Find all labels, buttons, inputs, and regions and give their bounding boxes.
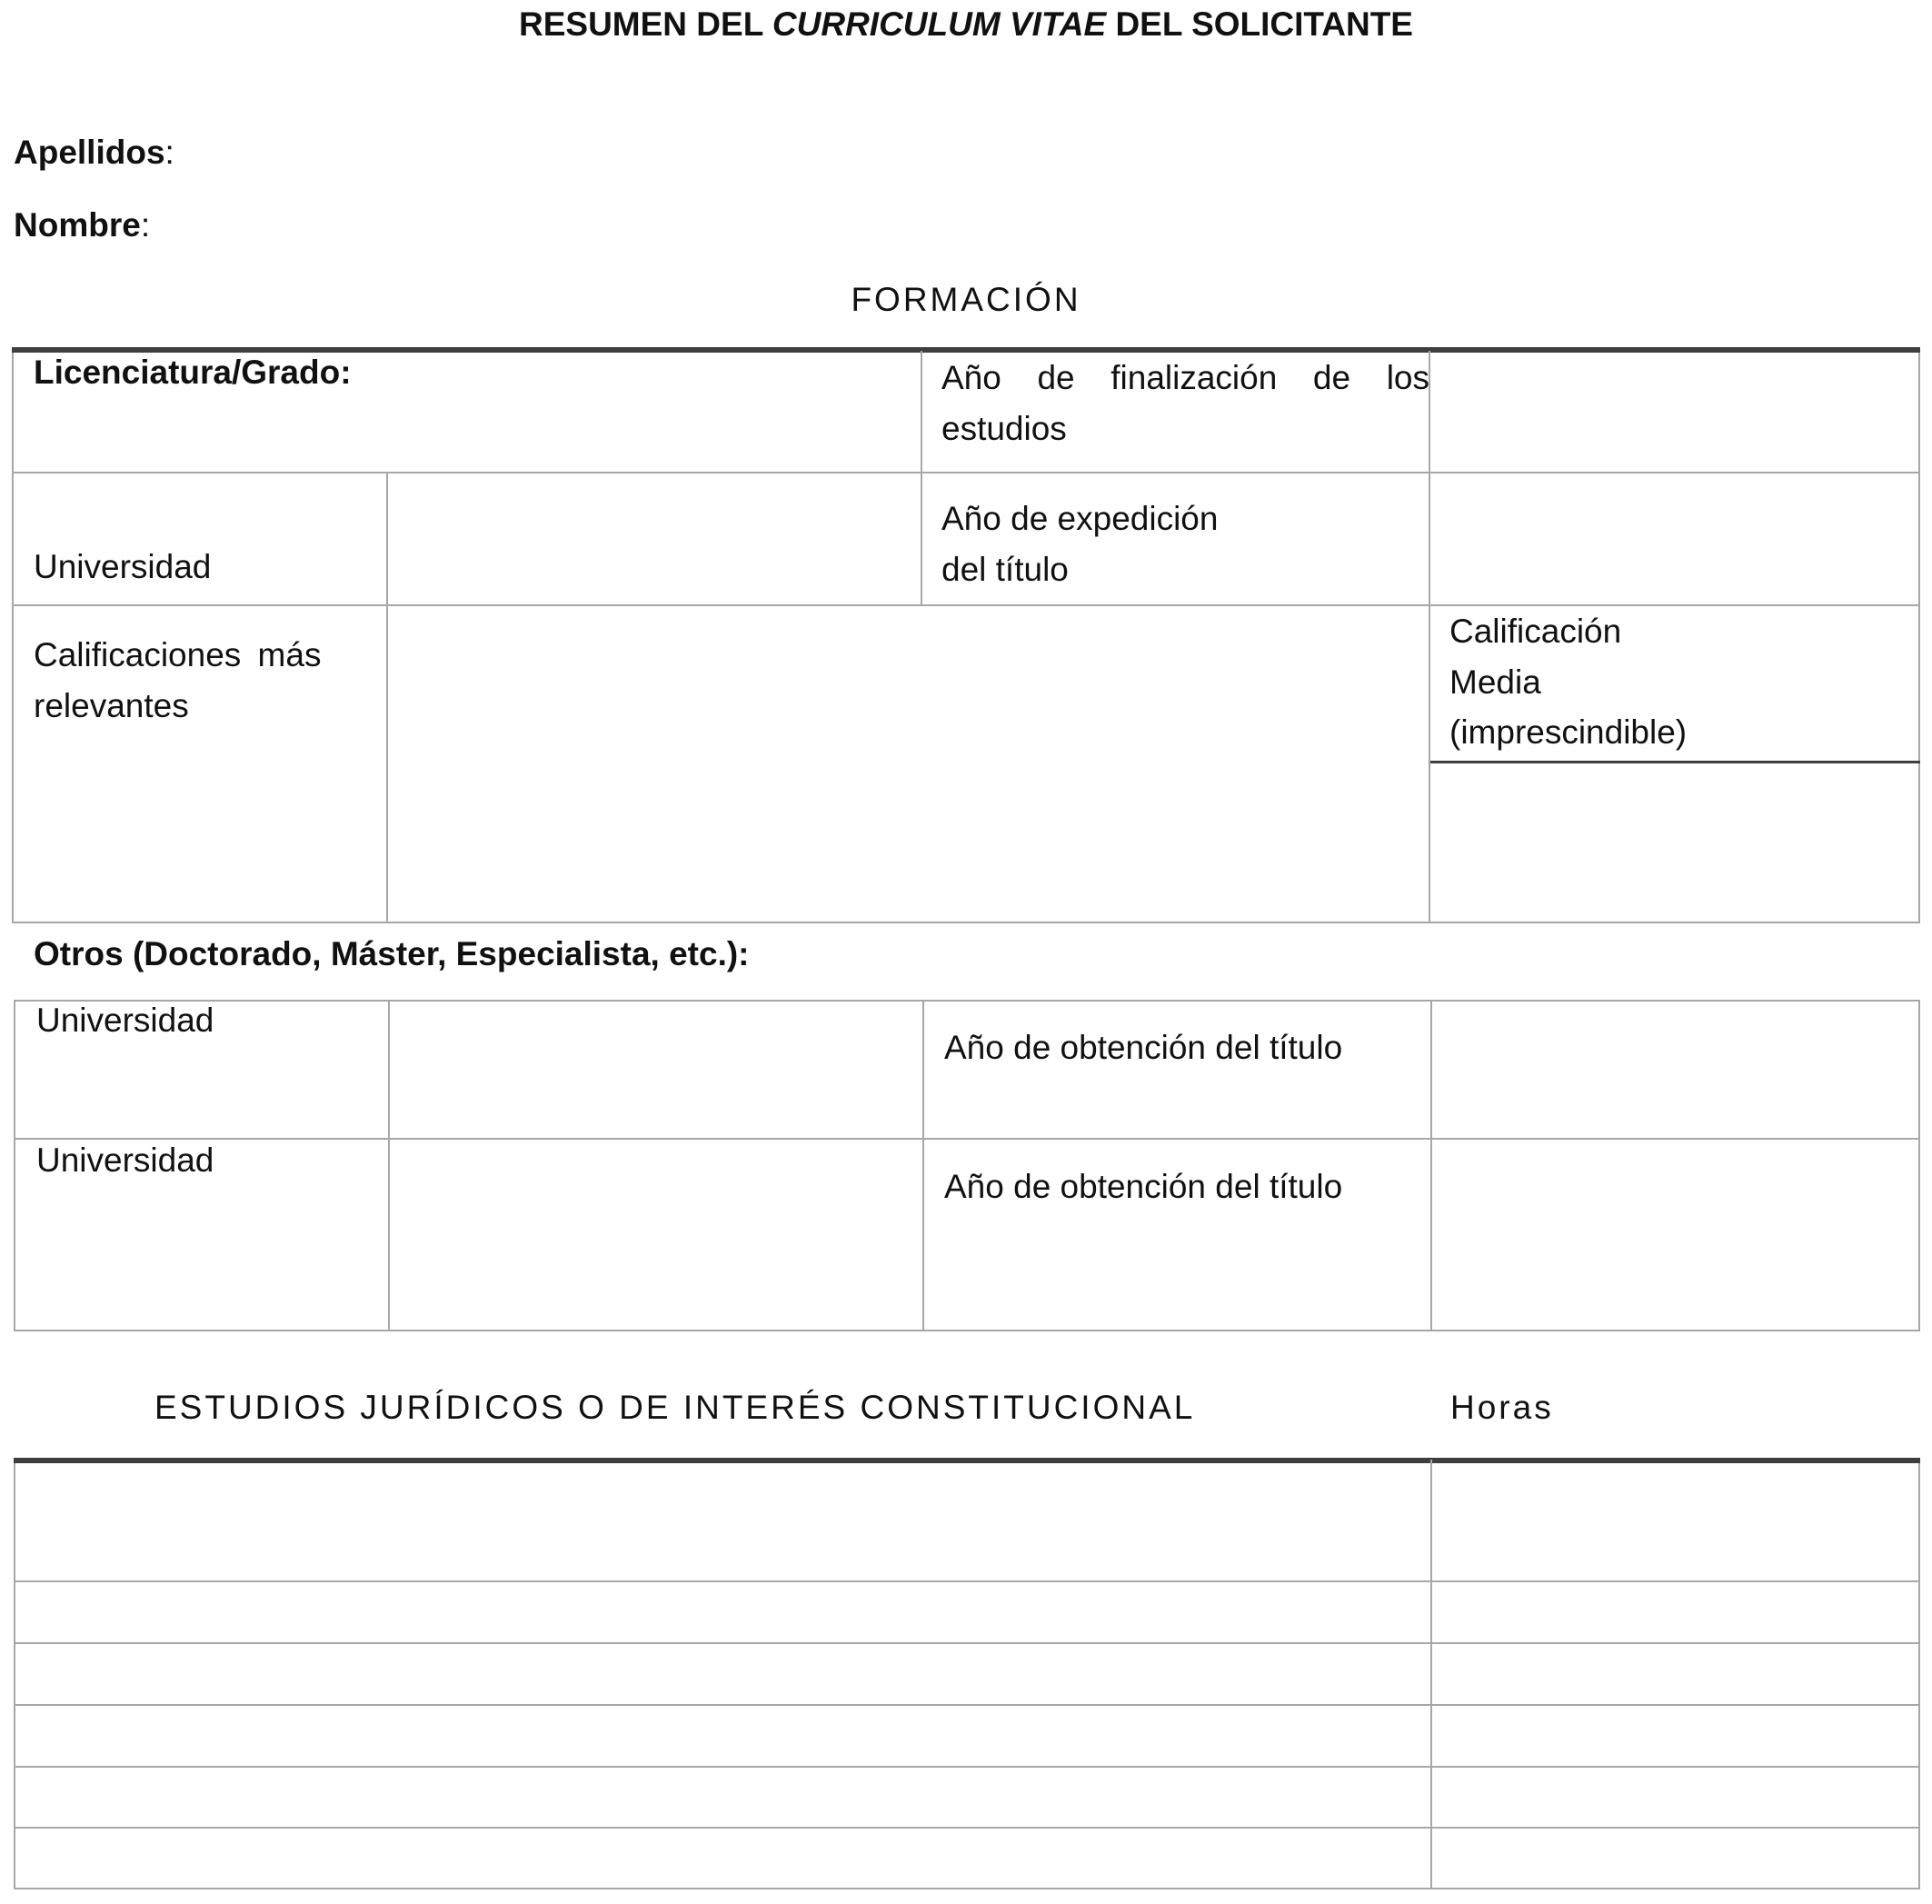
otros-col-divider-b — [922, 1000, 924, 1331]
nombre-field — [14, 200, 150, 251]
ano-finalizacion-label — [941, 353, 1429, 454]
estudios-row-divider-4 — [14, 1766, 1920, 1768]
estudios-col-divider — [1430, 1460, 1432, 1889]
horas-heading: Horas — [1450, 1389, 1554, 1426]
calificaciones-label — [34, 630, 343, 731]
otros-row-1-ano-label: Año de obtención del título — [944, 1029, 1343, 1066]
ano-expedicion-label — [941, 493, 1218, 594]
estudios-row-divider-3 — [14, 1704, 1920, 1706]
title-part-2: CURRICULUM VITAE — [772, 5, 1107, 43]
otros-row-2-ano-label: Año de obtención del título — [944, 1168, 1343, 1205]
calificacion-media-line-2: Media — [1449, 663, 1541, 701]
formacion-row-divider-1 — [12, 472, 1920, 474]
estudios-heading: ESTUDIOS JURÍDICOS O DE INTERÉS CONSTITUCIONAL — [154, 1389, 1196, 1426]
title-part-1: RESUMEN DEL — [519, 5, 772, 43]
calificacion-media-label — [1449, 606, 1687, 758]
estudios-table-top-rule — [14, 1458, 1920, 1463]
otros-row-divider — [14, 1138, 1920, 1140]
apellidos-label: Apellidos — [14, 134, 165, 171]
calificacion-media-line-1: Calificación — [1449, 613, 1622, 650]
estudios-row-divider-1 — [14, 1580, 1920, 1582]
estudios-table-frame — [14, 1460, 1920, 1889]
title-part-3: DEL SOLICITANTE — [1106, 5, 1413, 43]
calificacion-media-line-3: (imprescindible) — [1449, 713, 1688, 751]
calificacion-media-divider — [1429, 761, 1920, 763]
estudios-row-divider-2 — [14, 1642, 1920, 1644]
ano-expedicion-line-1: Año de expedición — [941, 500, 1219, 537]
formacion-heading: FORMACIÓN — [851, 281, 1081, 318]
ano-finalizacion-line-1: Año de finalización de los — [941, 359, 1429, 396]
nombre-colon: : — [140, 206, 151, 244]
nombre-label: Nombre — [14, 206, 141, 244]
universidad-label: Universidad — [34, 548, 212, 585]
licenciatura-label: Licenciatura/Grado: — [34, 354, 352, 391]
estudios-row-divider-5 — [14, 1827, 1920, 1829]
page-title — [0, 5, 1932, 44]
ano-expedicion-line-2: del título — [941, 550, 1069, 588]
otros-col-divider-c — [1430, 1000, 1432, 1331]
calificaciones-line-2: relevantes — [34, 686, 189, 724]
apellidos-field — [14, 127, 174, 178]
formacion-col-divider-a — [921, 351, 922, 606]
formacion-col-divider-c — [386, 472, 388, 923]
calificaciones-line-1: Calificaciones más — [34, 636, 322, 673]
otros-row-2-universidad: Universidad — [36, 1141, 214, 1179]
otros-col-divider-a — [388, 1000, 390, 1331]
otros-row-1-universidad: Universidad — [36, 1002, 214, 1039]
apellidos-colon: : — [164, 134, 174, 171]
ano-finalizacion-line-2: estudios — [941, 409, 1067, 447]
otros-heading: Otros (Doctorado, Máster, Especialista, etc.): — [34, 935, 750, 972]
